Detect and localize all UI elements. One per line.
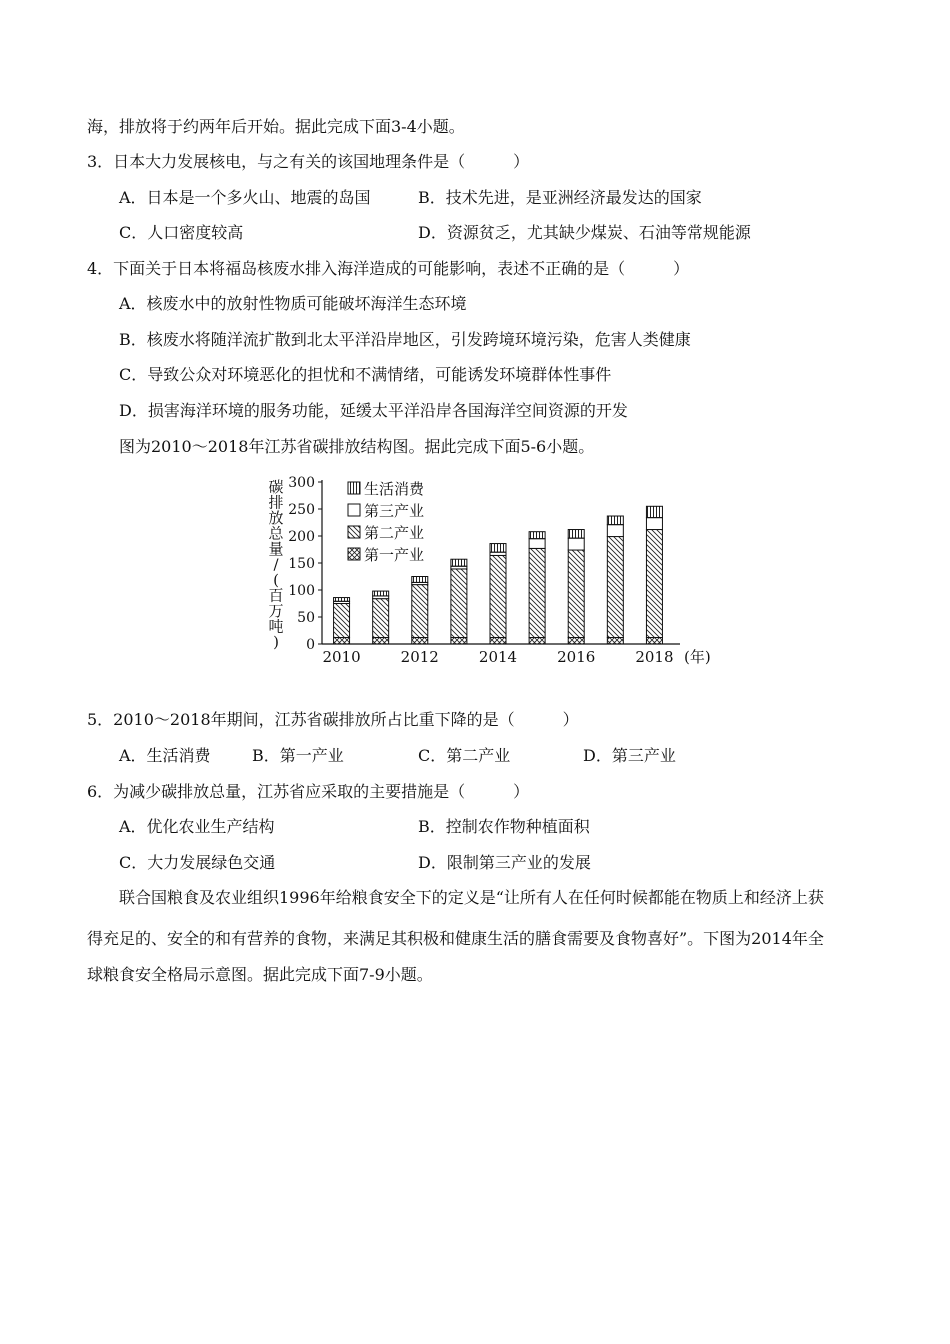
y-axis-label-char: 碳	[268, 478, 284, 496]
q6-option-a: A．优化农业生产结构	[119, 817, 275, 836]
bar-segment	[607, 537, 623, 638]
q5-option-c: C．第二产业	[418, 746, 511, 765]
q4-stem: 4．下面关于日本将福岛核废水排入海洋造成的可能影响，表述不正确的是（ ）	[87, 259, 690, 278]
legend-swatch	[348, 504, 360, 516]
legend-label: 生活消费	[364, 480, 425, 498]
bar-segment	[373, 599, 389, 638]
q3-option-b: B．技术先进，是亚洲经济最发达的国家	[418, 188, 702, 207]
y-axis-label-char: /	[273, 555, 279, 574]
intro-tail: 海，排放将于约两年后开始。据此完成下面3-4小题。	[87, 117, 465, 136]
bar-segment	[412, 577, 428, 583]
bar-segment	[334, 638, 350, 644]
legend-swatch	[348, 526, 360, 538]
bar-segment	[451, 569, 467, 638]
y-axis	[288, 475, 322, 653]
bar-segment	[607, 525, 623, 537]
bar-segment	[373, 638, 389, 644]
x-axis-unit: (年)	[684, 648, 711, 666]
bar-segment	[646, 530, 662, 638]
bar-segment	[607, 638, 623, 644]
legend-label: 第二产业	[364, 524, 425, 542]
x-tick-label: 2012	[400, 648, 439, 666]
bar-segment	[490, 638, 506, 644]
bar-segment	[334, 604, 350, 638]
q6-option-b: B．控制农作物种植面积	[418, 817, 590, 836]
y-axis-label-char: 量	[268, 540, 284, 558]
q4-option-d: D．损害海洋环境的服务功能，延缓太平洋沿岸各国海洋空间资源的开发	[119, 401, 628, 420]
q4-option-b: B．核废水将随洋流扩散到北太平洋沿岸地区，引发跨境环境污染，危害人类健康	[119, 330, 691, 349]
bar-segment	[334, 598, 350, 602]
x-tick-label: 2016	[557, 648, 596, 666]
legend	[348, 480, 425, 564]
bar-segment	[373, 591, 389, 596]
legend-swatch	[348, 482, 360, 494]
y-axis-label-char: 放	[268, 509, 284, 527]
bar-segment	[451, 559, 467, 566]
food-security-paragraph-line-3: 球粮食安全格局示意图。据此完成下面7-9小题。	[87, 965, 433, 984]
bar-segment	[607, 516, 623, 525]
y-tick-label: 0	[306, 637, 315, 653]
y-tick-label: 100	[288, 583, 315, 599]
y-tick-label: 50	[297, 610, 315, 626]
bar-segment	[451, 638, 467, 644]
bar-segment	[490, 544, 506, 553]
bar-segment	[568, 530, 584, 539]
y-axis-label-char: )	[273, 633, 279, 651]
q6-option-d: D．限制第三产业的发展	[418, 853, 591, 872]
y-axis-label-char: 排	[268, 493, 284, 512]
y-axis-label	[268, 478, 284, 651]
q5-option-b: B．第一产业	[252, 746, 344, 765]
y-axis-label-char: 吨	[268, 617, 284, 636]
food-security-paragraph-line-1: 联合国粮食及农业组织1996年给粮食安全下的定义是“让所有人在任何时候都能在物质上和经济上获	[119, 888, 824, 907]
bar-segment	[646, 518, 662, 530]
q4-option-a: A．核废水中的放射性物质可能破坏海洋生态环境	[119, 294, 467, 313]
y-axis-label-char: 万	[268, 602, 284, 620]
q5-option-d: D．第三产业	[583, 746, 676, 765]
bar-segment	[646, 638, 662, 644]
y-axis-label-char: (	[273, 571, 279, 589]
y-axis-label-char: 百	[268, 586, 284, 605]
bar-segment	[529, 539, 545, 549]
q3-stem: 3．日本大力发展核电，与之有关的该国地理条件是（ ）	[87, 152, 530, 171]
x-tick-label: 2018	[635, 648, 674, 666]
bar-segment	[568, 538, 584, 550]
bar-segment	[646, 506, 662, 517]
bar-segment	[568, 550, 584, 637]
y-tick-label: 300	[288, 475, 315, 491]
q5-stem: 5．2010～2018年期间，江苏省碳排放所占比重下降的是（ ）	[87, 710, 579, 729]
bar-segment	[412, 638, 428, 644]
figure-intro: 图为2010～2018年江苏省碳排放结构图。据此完成下面5-6小题。	[119, 437, 595, 456]
q3-option-d: D．资源贫乏，尤其缺少煤炭、石油等常规能源	[418, 223, 751, 242]
x-axis	[322, 644, 711, 666]
x-tick-label: 2014	[478, 648, 518, 666]
q4-option-c: C．导致公众对环境恶化的担忧和不满情绪，可能诱发环境群体性事件	[119, 365, 612, 384]
bar-segment	[529, 638, 545, 644]
bar-segment	[529, 548, 545, 637]
q3-option-c: C．人口密度较高	[119, 223, 244, 242]
food-security-paragraph-line-2: 得充足的、安全的和有营养的食物，来满足其积极和健康生活的膳食需要及食物喜好”。下图为2014年全	[87, 929, 824, 948]
legend-label: 第三产业	[364, 502, 425, 520]
y-tick-label: 250	[288, 502, 315, 518]
q6-option-c: C．大力发展绿色交通	[119, 853, 276, 872]
carbon-emission-chart	[262, 470, 732, 680]
y-tick-label: 150	[288, 556, 315, 572]
y-tick-label: 200	[288, 529, 315, 545]
q6-stem: 6．为减少碳排放总量，江苏省应采取的主要措施是（ ）	[87, 782, 530, 801]
q3-option-a: A．日本是一个多火山、地震的岛国	[119, 188, 371, 207]
x-tick-label: 2010	[322, 648, 361, 666]
legend-swatch	[348, 548, 360, 560]
bar-segment	[568, 638, 584, 644]
bar-segment	[529, 532, 545, 539]
q5-option-a: A．生活消费	[119, 746, 211, 765]
legend-label: 第一产业	[364, 546, 425, 564]
y-axis-label-char: 总	[268, 524, 284, 543]
bar-segment	[490, 555, 506, 637]
bar-segment	[412, 585, 428, 638]
